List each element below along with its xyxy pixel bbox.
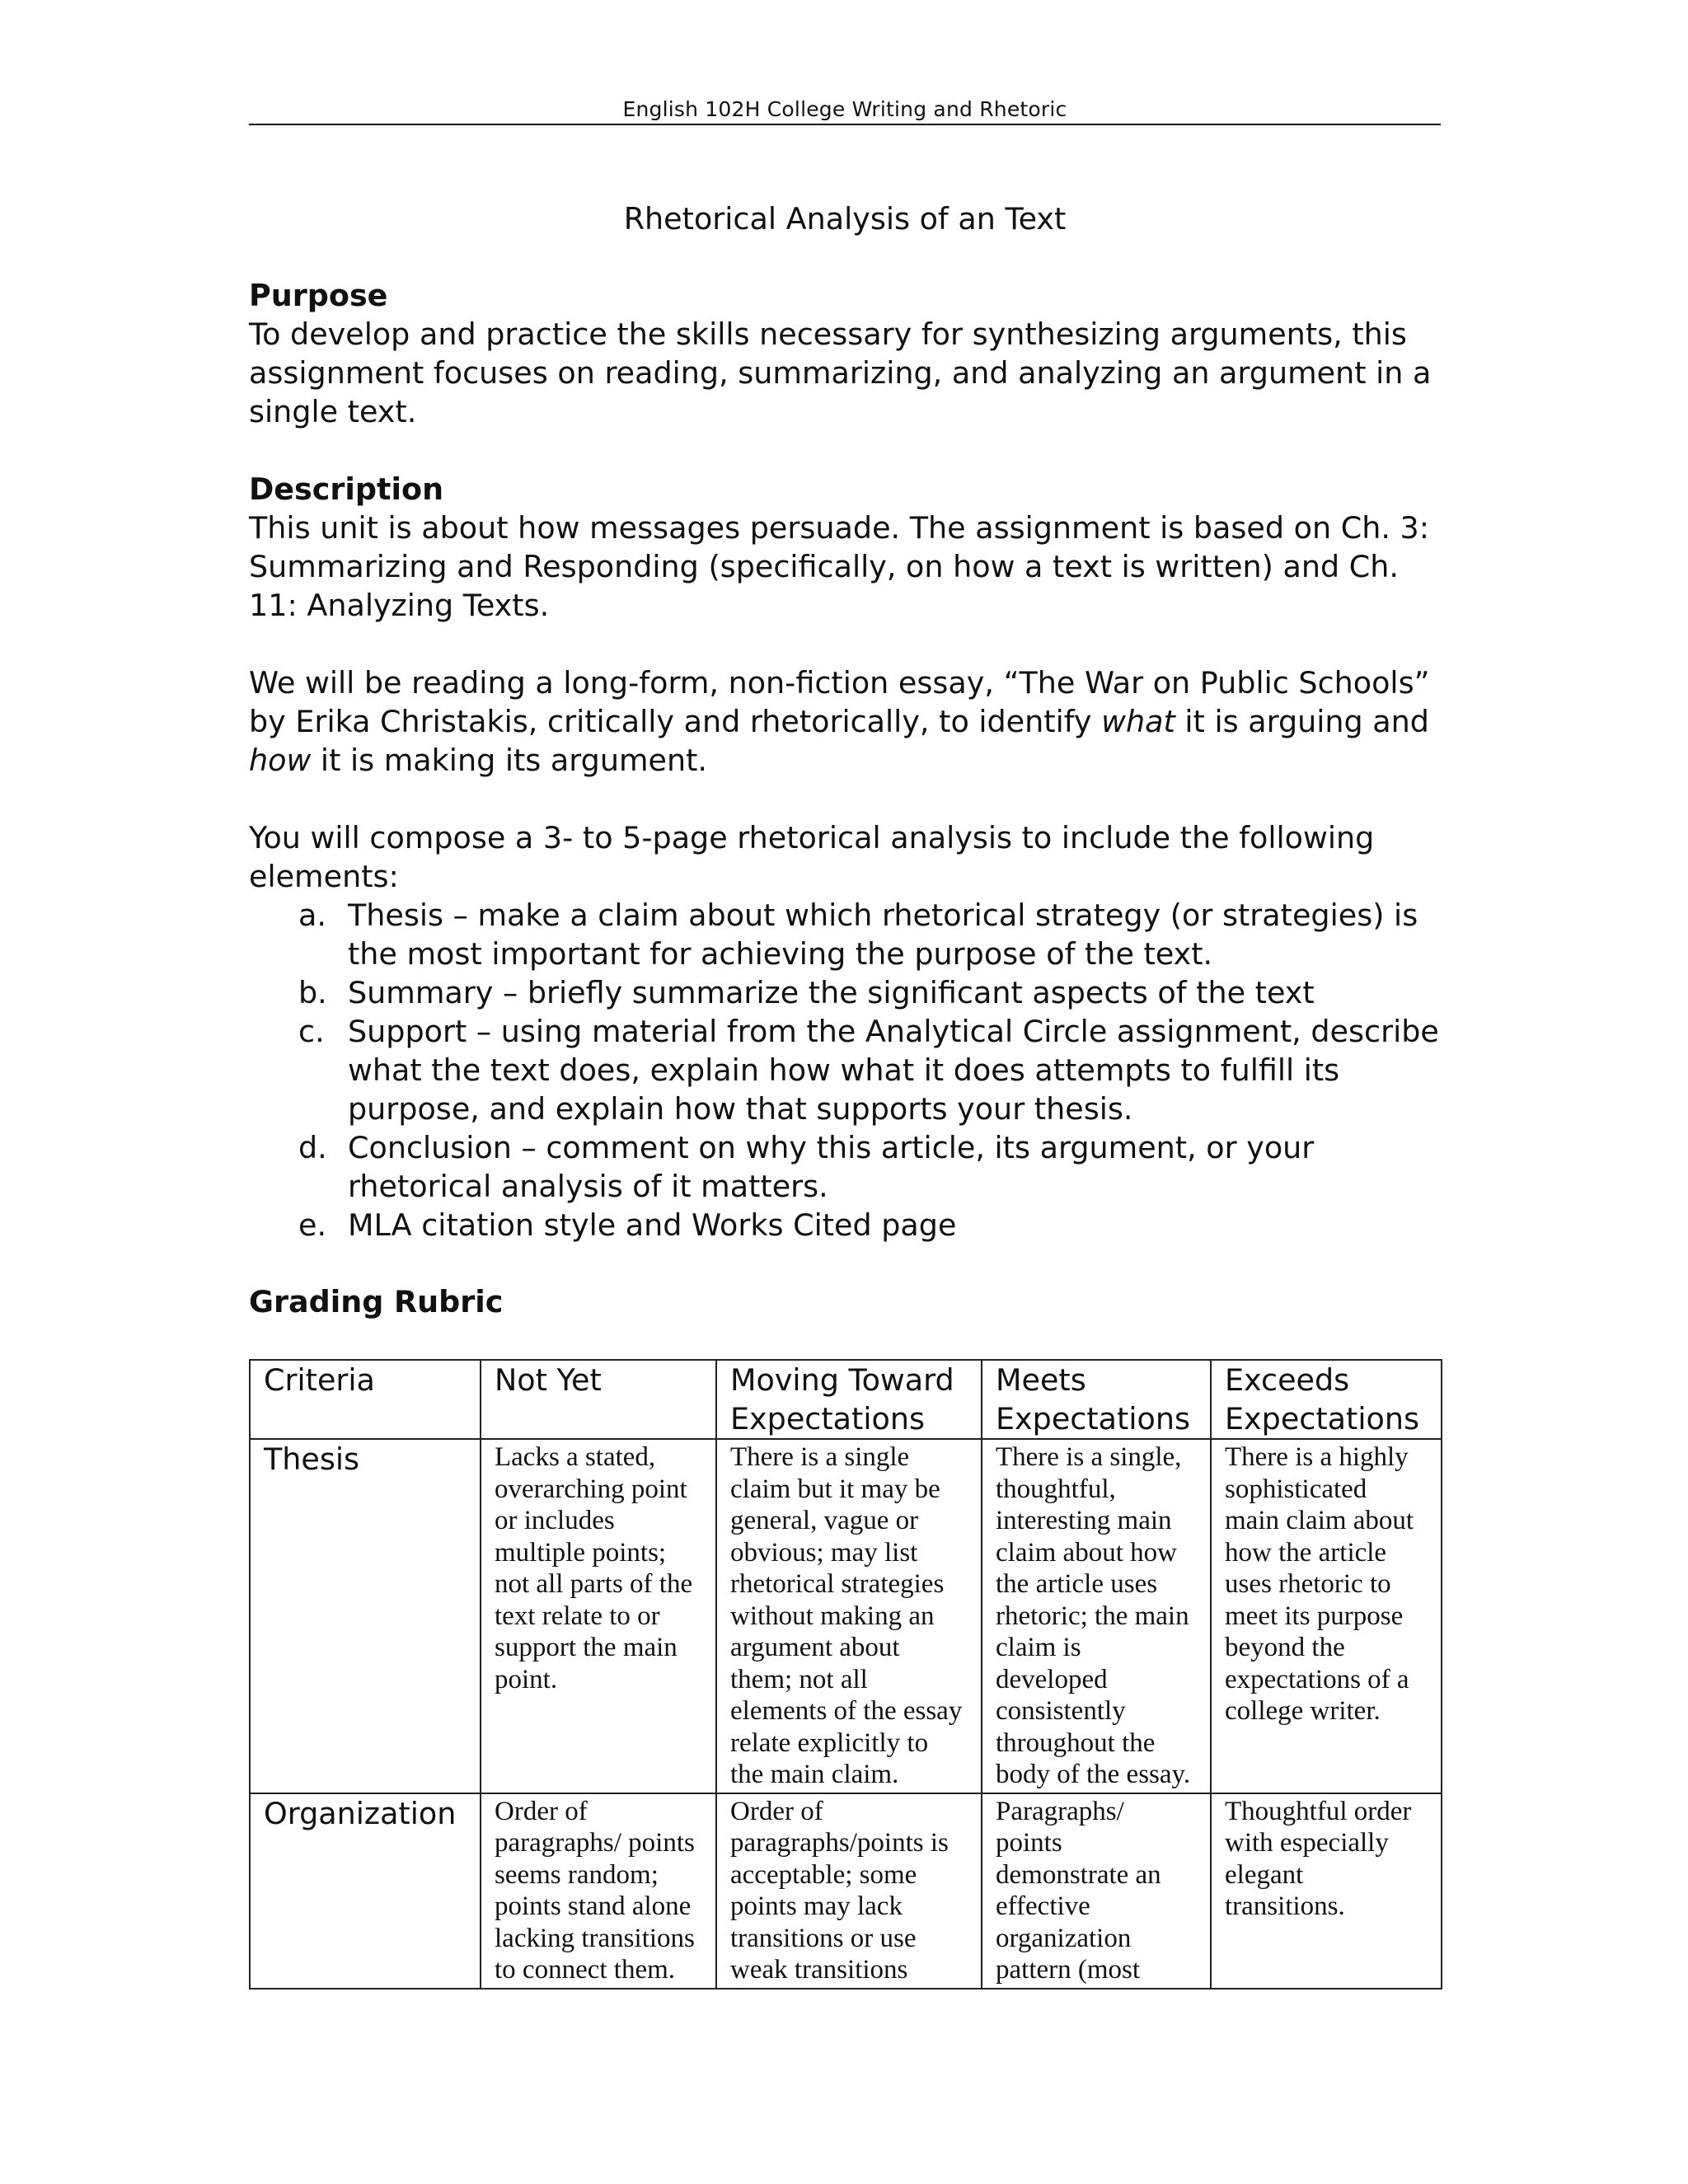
table-cell: There is a single, thoughtful, interesting main claim about how the article uses rhetoric; the main claim is developed consistently throughout the body of the essay. [982,1439,1211,1793]
purpose-text: To develop and practice the skills necessary for synthesizing arguments, this assignment focuses on reading, summarizing, and analyzing an argument in a single text. [249,316,1432,429]
description-heading: Description [249,471,444,507]
rubric-heading: Grading Rubric [249,1284,504,1319]
emphasis-how: how [249,743,312,778]
description-paragraph-2: We will be reading a long-form, non-fiction essay, “The War on Public Schools” by Erika Christakis, critically and rhetorically, to identify what it is arguing and how it is making its argument. [249,665,1430,778]
page-header: English 102H College Writing and Rhetoric [249,97,1441,125]
table-row [250,1439,1442,1793]
document-body [249,199,1441,1990]
grading-rubric-table [249,1359,1442,1990]
table-cell: Order of paragraphs/ points seems random; points stand alone lacking transitions to connect them. [481,1793,716,1989]
list-item: b. Summary – briefly summarize the significant aspects of the text [298,975,1315,1010]
column-header: Exceeds Expectations [1211,1360,1442,1439]
table-cell: There is a highly sophisticated main claim about how the article uses rhetoric to meet its purpose beyond the expectations of a college writer. [1211,1439,1442,1793]
table-cell: Thoughtful order with especially elegant transitions. [1211,1793,1442,1989]
table-cell: There is a single claim but it may be general, vague or obvious; may list rhetorical strategies without making an argument about them; not all elements of the essay relate explicitly to the main claim. [716,1439,982,1793]
table-cell: Paragraphs/ points demonstrate an effective organization pattern (most [982,1793,1211,1989]
table-cell: Lacks a stated, overarching point or includes multiple points; not all parts of the text relate to or support the main point. [481,1439,716,1793]
purpose-heading: Purpose [249,278,388,313]
table-cell: Order of paragraphs/points is acceptable; some points may lack transitions or use weak transitions [716,1793,982,1989]
list-item: e. MLA citation style and Works Cited page [298,1207,957,1243]
list-item: d. Conclusion – comment on why this article, its argument, or your rhetorical analysis of it matters. [298,1130,1315,1204]
list-item: a. Thesis – make a claim about which rhetorical strategy (or strategies) is the most important for achieving the purpose of the text. [298,898,1418,972]
list-item: c. Support – using material from the Analytical Circle assignment, describe what the text does, explain how what it does attempts to fulfill its purpose, and explain how that supports your thesis. [298,1014,1439,1127]
column-header: Moving Toward Expectations [716,1360,982,1439]
column-header: Not Yet [481,1360,716,1439]
emphasis-what: what [1101,704,1175,739]
elements-list [249,896,1441,1244]
column-header: Meets Expectations [982,1360,1211,1439]
column-header: Criteria [250,1360,481,1439]
document-title: Rhetorical Analysis of an Text [623,201,1067,237]
description-paragraph-3: You will compose a 3- to 5-page rhetorical analysis to include the following elements: [249,820,1375,894]
description-paragraph-1: This unit is about how messages persuade. The assignment is based on Ch. 3: Summarizing and Responding (specifically, on how a text is written) and Ch. 11: Analyzing Texts. [249,510,1430,623]
table-row [250,1793,1442,1989]
row-criteria: Organization [250,1793,481,1989]
row-criteria: Thesis [250,1439,481,1793]
table-header-row [250,1360,1442,1439]
